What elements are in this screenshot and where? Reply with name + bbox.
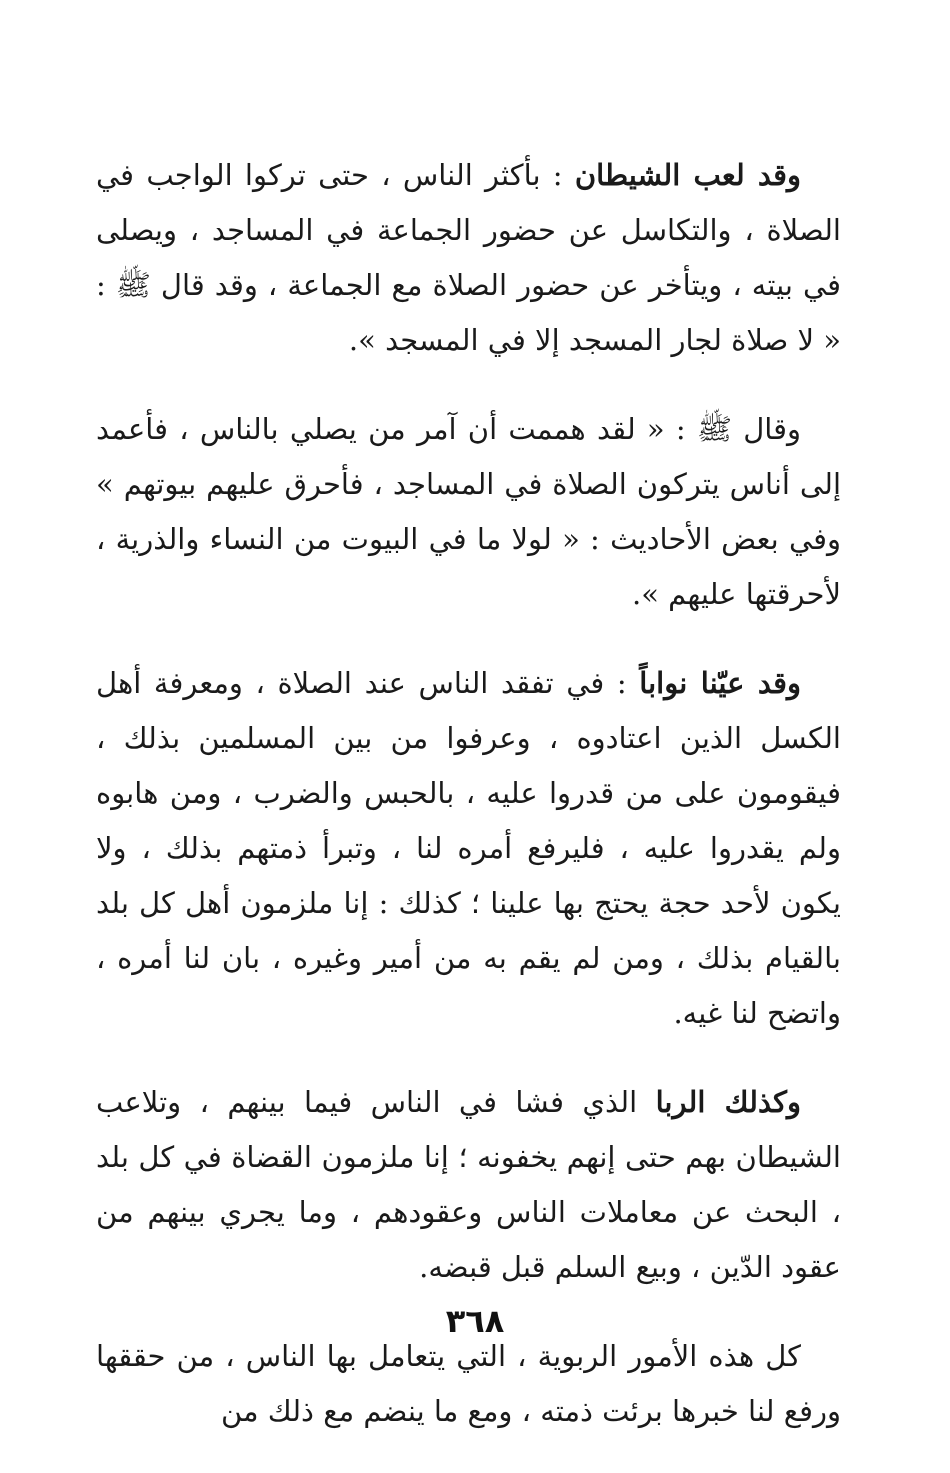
- paragraph-5-text: كل هذه الأمور الربوية ، التي يتعامل بها الناس ، من حققها ورفع لنا خبرها برئت ذمته ، ومع ما ينضم مع ذلك من: [96, 1339, 841, 1428]
- paragraph-4: [96, 1075, 841, 1295]
- paragraph-4-text: الذي فشا في الناس فيما بينهم ، وتلاعب الشيطان بهم حتى إنهم يخفونه ؛ إنا ملزمون القضاة في كل بلد ، البحث عن معاملات الناس وعقودهم ، وما يجري بينهم من عقود الدّين ، وبيع السلم قبل قبضه.: [96, 1085, 841, 1284]
- paragraph-4-lead: وكذلك الربا: [655, 1085, 801, 1119]
- paragraph-2-text: وقال ﷺ : « لقد هممت أن آمر من يصلي بالناس ، فأعمد إلى أناس يتركون الصلاة في المساجد ، فأحرق عليهم بيوتهم » وفي بعض الأحاديث : « لولا ما في البيوت من النساء والذرية ، لأحرقتها عليهم ».: [96, 412, 841, 611]
- paragraph-1: [96, 148, 841, 368]
- paragraph-5: [96, 1329, 841, 1439]
- page-body: [96, 148, 841, 1473]
- page-number: ٣٦٨: [445, 1302, 505, 1340]
- paragraph-3-lead: وقد عيّنا نواباً: [639, 666, 801, 700]
- paragraph-1-text: : بأكثر الناس ، حتى تركوا الواجب في الصلاة ، والتكاسل عن حضور الجماعة في المساجد ، ويصلى في بيته ، ويتأخر عن حضور الصلاة مع الجماعة ، وقد قال ﷺ : « لا صلاة لجار المسجد إلا في المسجد ».: [96, 158, 841, 357]
- paragraph-2: [96, 402, 841, 622]
- paragraph-3: [96, 656, 841, 1041]
- paragraph-1-lead: وقد لعب الشيطان: [574, 158, 802, 192]
- paragraph-3-text: : في تفقد الناس عند الصلاة ، ومعرفة أهل الكسل الذين اعتادوه ، وعرفوا من بين المسلمين بذلك ، فيقومون على من قدروا عليه ، بالحبس والضرب ، ومن هابوه ولم يقدروا عليه ، فليرفع أمره لنا ، وتبرأ ذمتهم بذلك ، ولا يكون لأحد حجة يحتج بها علينا ؛ كذلك : إنا ملزمون أهل كل بلد بالقيام بذلك ، ومن لم يقم به من أمير وغيره ، بان لنا أمره ، واتضح لنا غيه.: [96, 666, 841, 1030]
